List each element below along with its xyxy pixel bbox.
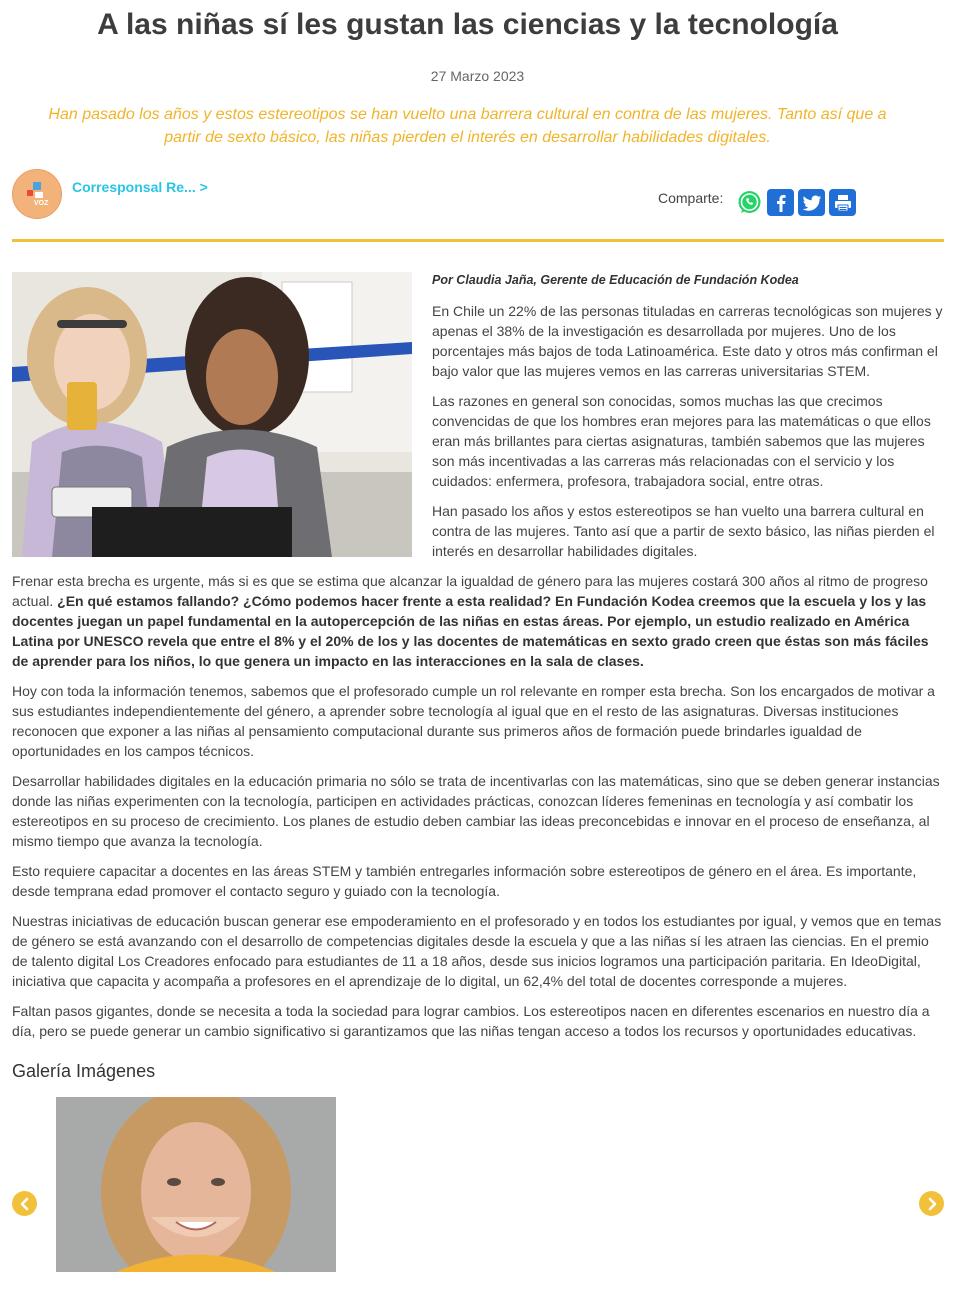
whatsapp-icon <box>736 189 763 216</box>
article-title: A las niñas sí les gustan las ciencias y la tecnología <box>97 8 838 41</box>
article-paragraph <box>12 571 944 671</box>
share-twitter-button[interactable] <box>798 189 825 216</box>
share-label: Comparte: <box>658 190 724 206</box>
header-divider <box>12 239 944 242</box>
author-link[interactable]: Corresponsal Re... > <box>72 179 208 195</box>
gallery-image[interactable] <box>56 1097 336 1272</box>
chevron-left-icon <box>18 1197 32 1211</box>
article-paragraph: Esto requiere capacitar a docentes en las áreas STEM y también entregarles información sobre estereotipos de género en el área. Es importante, desde temprana edad promover el contacto seguro y guiado con la tecnología. <box>12 863 917 899</box>
article-paragraph: Faltan pasos gigantes, donde se necesita a toda la sociedad para lograr cambios. Los estereotipos nacen en diferentes escenarios en nuestro día a día, pero se puede generar un cambio significativo si garantizamos que las niñas tengan acceso a todos los recursos y oportunidades educativas. <box>12 1003 930 1039</box>
article-paragraph: Nuestras iniciativas de educación buscan generar ese empoderamiento en el profesorado y en todos los estudiantes por igual, y vemos que en temas de género se está avanzando con el desarrollo de competencias digitales desde la escuela y que a las niñas sí les atraen las ciencias. En el premio de talento digital Los Creadores enfocado para estudiantes de 11 a 18 años, desde sus inicios logramos una participación paritaria. En IdeoDigital, iniciativa que capacita y acompaña a profesores en el aprendizaje de lo digital, un 62,4% del total de docentes corresponde a mujeres. <box>12 913 942 989</box>
gallery-title: Galería Imágenes <box>12 1061 156 1081</box>
avatar-logo-shape <box>35 192 43 198</box>
article-date: 27 Marzo 2023 <box>430 68 525 84</box>
share-facebook-button[interactable] <box>767 189 794 216</box>
avatar-logo-text: VOZ <box>34 200 49 207</box>
article-paragraph: Desarrollar habilidades digitales en la educación primaria no sólo se trata de incentivarlas con las matemáticas, sino que se deben generar instancias donde las niñas experimenten con la tecnología, participen en actividades prácticas, conozcan líderes femeninas en tecnología y así combatir los estereotipos en su proceso de crecimiento. Los planes de estudio deben cambiar las ideas preconcebidas e innovar en el proceso de enseñanza, al mismo tiempo que avanza la tecnología. <box>12 773 940 849</box>
author-avatar[interactable] <box>12 169 62 219</box>
share-whatsapp-button[interactable] <box>736 189 763 216</box>
article-paragraph: Hoy con toda la información tenemos, sabemos que el profesorado cumple un rol relevante en romper esta brecha. Son los encargados de motivar a sus estudiantes independientemente del género, a aprender sobre tecnología al igual que en el resto de las asignaturas. Diversas instituciones reconocen que exponer a las niñas al pensamiento computacional durante sus primeros años de formación puede brindarles igualdad de oportunidades en los campos técnicos. <box>12 683 935 759</box>
avatar-logo-shape <box>33 182 41 190</box>
author-row <box>12 169 944 219</box>
facebook-icon <box>771 193 791 213</box>
article-paragraph: En Chile un 22% de las personas tituladas en carreras tecnológicas son mujeres y apenas el 38% de la investigación es desarrollada por mujeres. Uno de los porcentajes más bajos de toda Latinoamérica. Este dato y otros más confirman el bajo valor que las mujeres vemos en las carreras universitarias STEM. <box>432 303 943 379</box>
paragraph-bold-text: ¿En qué estamos fallando? ¿Cómo podemos hacer frente a esta realidad? En Fundación Kodea creemos que la escuela y los y las docentes juegan un papel fundamental en la autopercepción de las niñas en estas áreas. Por ejemplo, un estudio realizado en América Latina por UNESCO revela que entre el 8% y el 20% de los y las docentes de matemáticas en sexto grado creen que éstas son más fáciles de aprender para los niños, lo que genera un impacto en las interacciones en la sala de clases. <box>12 593 929 669</box>
article-byline: Por Claudia Jaña, Gerente de Educación de Fundación Kodea <box>432 273 799 287</box>
paragraph-text: Frenar esta brecha es urgente, más si es que se estima que alcanzar la igualdad de género para las mujeres costará 300 años al ritmo de progreso actual. <box>12 573 928 609</box>
avatar-logo-shape <box>27 190 33 196</box>
chevron-right-icon <box>925 1197 939 1211</box>
hero-image <box>12 272 412 557</box>
article-paragraph: Las razones en general son conocidas, somos muchas las que crecimos convencidas de que los hombres eran mejores para las matemáticas o que ellos eran más brillantes para ciertas asignaturas, también sabemos que las mujeres son más incentivadas a las carreras más relacionadas con el servicio y los cuidados: enfermera, profesora, trabajadora social, entre otras. <box>432 393 931 489</box>
gallery-prev-button[interactable] <box>12 1191 37 1216</box>
article-paragraph: Han pasado los años y estos estereotipos se han vuelto una barrera cultural en contra de las mujeres. Tanto así que a partir de sexto básico, las niñas pierden el interés en desarrollar habilidades digitales. <box>432 503 935 559</box>
print-icon <box>833 193 853 213</box>
gallery-next-button[interactable] <box>919 1191 944 1216</box>
article-lead: Han pasado los años y estos estereotipos se han vuelto una barrera cultural en contra de las mujeres. Tanto así que a partir de sexto básico, las niñas pierden el interés en desarrollar habilidades digitales. <box>48 106 887 146</box>
twitter-icon <box>801 192 823 214</box>
share-print-button[interactable] <box>829 189 856 216</box>
